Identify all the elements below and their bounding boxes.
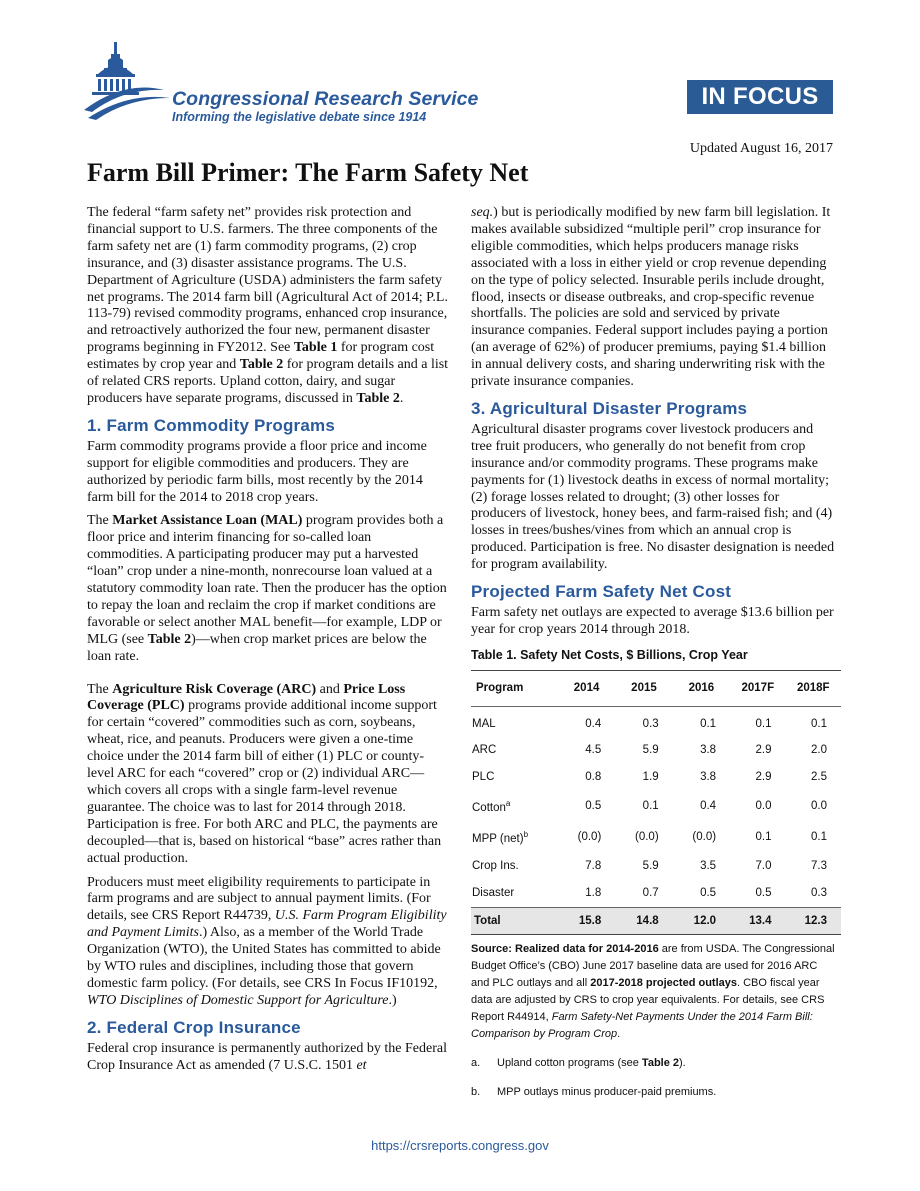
text: Upland cotton programs (see	[497, 1057, 642, 1070]
program-name: Disaster	[472, 886, 515, 899]
footnote-label: a.	[471, 1057, 481, 1070]
footnote-text	[497, 1055, 686, 1072]
org-tagline: Informing the legislative debate since 1914	[172, 110, 427, 124]
table-cell: 13.4	[730, 907, 785, 935]
section-heading-disaster: 3. Agricultural Disaster Programs	[471, 398, 748, 418]
paragraph-projected-cost: Farm safety net outlays are expected to average $13.6 billion per year for crop years 2014 through 2018.	[471, 604, 834, 637]
table-cell: 7.8	[585, 859, 602, 872]
row-label	[471, 853, 558, 880]
table-cell: 1.9	[642, 771, 659, 784]
text: .	[617, 1028, 621, 1041]
report-title: Farm Safety-Net Payments Under the 2014 Farm Bill: Comparison by Program Crop	[471, 1011, 813, 1041]
paragraph-commodity: Farm commodity programs provide a floor price and income support for eligible commodities and producers. They are authorized by periodic farm bills, most recently by the 2014 farm bill for the 2014 to 2018 crop years.	[87, 438, 427, 505]
intro-text-1: The federal “farm safety net” provides risk protection and financial support to U.S. farmers. The three components of the farm safety net are (1) farm commodity programs, (2) crop insurance, and (3) disaster assistance programs. The U.S. Department of Agriculture (USDA) administers the farm safety net programs. The 2014 farm bill (Agricultural Act of 2014; P.L. 113-79) revised commodity programs, enhanced crop insurance, and retroactively authorized the four new, permanent disaster programs beginning in FY2012. See	[87, 205, 448, 356]
table-cell: (0.0)	[635, 830, 659, 843]
table-cell: 0.0	[755, 800, 772, 813]
table-total-row	[471, 907, 841, 935]
program-name: ARC	[472, 744, 497, 757]
table-cell: 0.8	[585, 771, 602, 784]
table-cell: 2.9	[755, 771, 772, 784]
table2-ref: Table 2	[239, 357, 284, 373]
table-cell: 0.4	[700, 800, 717, 813]
table1-ref: Table 1	[293, 340, 338, 356]
report-title: WTO Disciplines of Domestic Support for Agriculture	[87, 992, 389, 1008]
table-cell: 2.5	[811, 771, 827, 784]
text: and	[316, 681, 344, 697]
table-row	[471, 822, 841, 853]
table-cell: 15.8	[558, 907, 615, 935]
text: The	[87, 681, 113, 697]
term-arc: Agriculture Risk Coverage (ARC)	[112, 681, 317, 697]
text: ) but is periodically modified by new farm bill legislation. It makes available subsidized “multiple peril” crop insurance for eligible commodities, which helps producers manage risks associated with a loss in either yield or crop revenue depending on the type of policy selected. Insurable perils include drought, flood, insects or disease outbreaks, and crop-specific revenue shortfalls. The policies are sold and serviced by private insurance companies. Federal support includes paying a portion (an average of 62%) of producer premiums, paying $1.4 billion in annual delivery costs, and sharing underwriting risk with the private insurance companies.	[471, 205, 831, 390]
paragraph-mal	[87, 513, 449, 665]
table-header: 2014	[558, 670, 615, 706]
intro-text-4: .	[399, 390, 404, 406]
row-label	[471, 791, 558, 822]
paragraph-eligibility	[87, 875, 449, 1010]
table2-ref: Table 2	[356, 390, 400, 406]
row-label: Total	[471, 907, 558, 935]
table-cell: 7.0	[755, 859, 772, 872]
section-heading-projected-cost: Projected Farm Safety Net Cost	[471, 582, 732, 602]
table-row	[471, 737, 841, 764]
table-cell: 0.0	[811, 800, 827, 813]
table-cell: 0.5	[755, 886, 772, 899]
footnote-a	[471, 1055, 835, 1072]
table-cell: (0.0)	[692, 830, 717, 843]
text: Federal crop insurance is permanently authorized by the Federal Crop Insurance Act as amended (7 U.S.C. 1501	[87, 1040, 447, 1073]
org-name: Congressional Research Service	[172, 88, 479, 110]
table-cell: 12.3	[786, 907, 841, 935]
paragraph-crop-insurance	[87, 1041, 449, 1075]
table-cell: 0.1	[700, 717, 717, 730]
program-name: MAL	[472, 717, 496, 730]
term-plc: Price Loss Coverage (PLC)	[87, 681, 406, 714]
footnote-marker: b	[523, 830, 529, 840]
table-row	[471, 706, 841, 737]
table-header: 2018F	[786, 670, 841, 706]
table2-ref: Table 2	[641, 1057, 680, 1070]
footer-url[interactable]: https://crsreports.congress.gov	[371, 1138, 549, 1153]
page-title: Farm Bill Primer: The Farm Safety Net	[87, 158, 529, 187]
table2-ref: Table 2	[147, 631, 192, 647]
table-cell: 3.5	[700, 859, 717, 872]
text-italic: et	[356, 1057, 367, 1073]
updated-date: Updated August 16, 2017	[689, 141, 833, 156]
text: . CBO fiscal year data are adjusted by CRS to crop year equivalents. For details, see CRS Report R44914,	[471, 977, 825, 1024]
table-row	[471, 764, 841, 791]
column-right	[471, 205, 835, 1101]
table-cell: 0.5	[585, 800, 602, 813]
table-cell: 14.8	[615, 907, 672, 935]
table-cell: 0.7	[642, 886, 659, 899]
text: ).	[679, 1057, 686, 1070]
table-cell: 0.1	[755, 830, 772, 843]
table-header-row	[471, 670, 841, 706]
in-focus-badge: IN FOCUS	[687, 80, 833, 114]
table-cell: (0.0)	[577, 830, 602, 843]
footnote-text: MPP outlays minus producer-paid premiums.	[497, 1086, 717, 1099]
table-header: 2016	[673, 670, 730, 706]
table-cell: 1.8	[585, 886, 602, 899]
table-cell: 2.0	[811, 744, 827, 757]
table-row	[471, 880, 841, 907]
intro-text-3: for program details and a list of related CRS reports. Upland cotton, dairy, and sugar producers have separate programs, discussed in	[87, 357, 449, 406]
paragraph-disaster: Agricultural disaster programs cover livestock producers and tree fruit producers, who generally do not benefit from crop insurance and/or commodity programs. These programs make payments for (1) livestock deaths in excess of normal mortality; (2) forage losses related to drought; (3) other losses for producers of livestock, honey bees, and farm-raised fish; and (4) losses in trees/bushes/vines from which an annual crop is produced. Participation is free. No disaster designation is needed for program availability.	[471, 421, 835, 573]
table-header: 2015	[615, 670, 672, 706]
table-cell: 0.1	[755, 717, 772, 730]
text: .)	[388, 992, 397, 1008]
row-label	[471, 822, 558, 853]
table-cell: 0.1	[811, 830, 827, 843]
table-cell: 0.1	[811, 717, 827, 730]
table-source-note	[471, 941, 835, 1043]
table-cell: 4.5	[585, 744, 602, 757]
footnote-label: b.	[471, 1086, 481, 1099]
table-cell: 12.0	[673, 907, 730, 935]
text: are from USDA. The Congressional Budget Office’s (CBO) June 2017 baseline data are used for 2016 ARC and PLC outlays and all	[471, 943, 835, 990]
report-title: U.S. Farm Program Eligibility and Payment Limits	[87, 908, 447, 941]
footnote-b	[471, 1084, 835, 1101]
paragraph-arc-plc	[87, 682, 449, 868]
section-heading-crop-insurance: 2. Federal Crop Insurance	[87, 1017, 301, 1037]
table-cell: 3.8	[700, 771, 717, 784]
text: programs provide additional income support for certain “covered” commodities such as corn, soybeans, wheat, rice, and peanuts. Producers were given a one-time choice under the 2014 farm bill of either (1) PLC or county-level ARC for each “covered” crop or (2) individual ARC—which covers all crops with a single farm-level revenue guarantee. The choice was to last for 2014 through 2018. Participation is free. For both ARC and PLC, the payments are decoupled—that is, based on historical “base” acres rather than actual production.	[87, 698, 442, 866]
intro-paragraph	[87, 205, 449, 408]
table-header: Program	[471, 670, 558, 706]
term-mal: Market Assistance Loan (MAL)	[112, 513, 303, 529]
row-label	[471, 706, 558, 737]
table-cell: 5.9	[642, 744, 659, 757]
table-caption: Table 1. Safety Net Costs, $ Billions, Crop Year	[471, 647, 748, 662]
section-heading-commodity: 1. Farm Commodity Programs	[87, 415, 335, 435]
intro-text-2: for program cost estimates by crop year and	[87, 340, 435, 373]
table-cell: 0.3	[642, 717, 659, 730]
table-cell: 0.4	[585, 717, 602, 730]
text-italic: seq.	[471, 205, 494, 220]
table-header: 2017F	[730, 670, 785, 706]
table-cell: 0.5	[700, 886, 717, 899]
row-label	[471, 880, 558, 907]
safety-net-cost-table	[471, 670, 841, 936]
table-cell: 2.9	[755, 744, 772, 757]
text: )—when crop market prices are below the loan rate.	[87, 631, 427, 664]
capitol-dome-icon	[84, 40, 174, 130]
row-label	[471, 737, 558, 764]
program-name: PLC	[472, 771, 495, 784]
table-cell: 7.3	[811, 859, 827, 872]
table-row	[471, 853, 841, 880]
program-name: Crop Ins.	[472, 859, 519, 872]
program-name: Cotton	[472, 802, 506, 815]
text-bold: Source: Realized data for 2014-2016	[471, 943, 659, 956]
table-cell: 0.1	[642, 800, 659, 813]
text: program provides both a floor price and interim financing for so-called loan commodities. A participating producer may put a harvested “loan” crop under a nine-month, nonrecourse loan valued at a statutory commodity loan rate. Then the producer has the option to repay the loan and reclaim the crop if market conditions are favorable or select another MAL benefit—for example, LDP or MLG (see	[87, 513, 447, 647]
footnote-marker: a	[505, 799, 511, 809]
table-cell: 0.3	[811, 886, 827, 899]
text: Producers must meet eligibility requirements to participate in farm programs and are subject to annual payment limits. (For details, see CRS Report R44739,	[87, 874, 431, 924]
paragraph-crop-insurance-cont	[471, 205, 835, 391]
program-name: MPP (net)	[472, 832, 524, 845]
table-row	[471, 791, 841, 822]
table-cell: 3.8	[700, 744, 717, 757]
text-bold: 2017-2018 projected outlays	[590, 977, 737, 990]
text: The	[87, 513, 113, 529]
row-label	[471, 764, 558, 791]
column-left	[87, 205, 449, 1082]
text: .) Also, as a member of the World Trade Organization (WTO), the United States has committed to abide by WTO rules and disciplines, including those that govern domestic farm policy. (For details, see CRS In Focus IF10192,	[87, 925, 441, 991]
table-cell: 5.9	[642, 859, 659, 872]
